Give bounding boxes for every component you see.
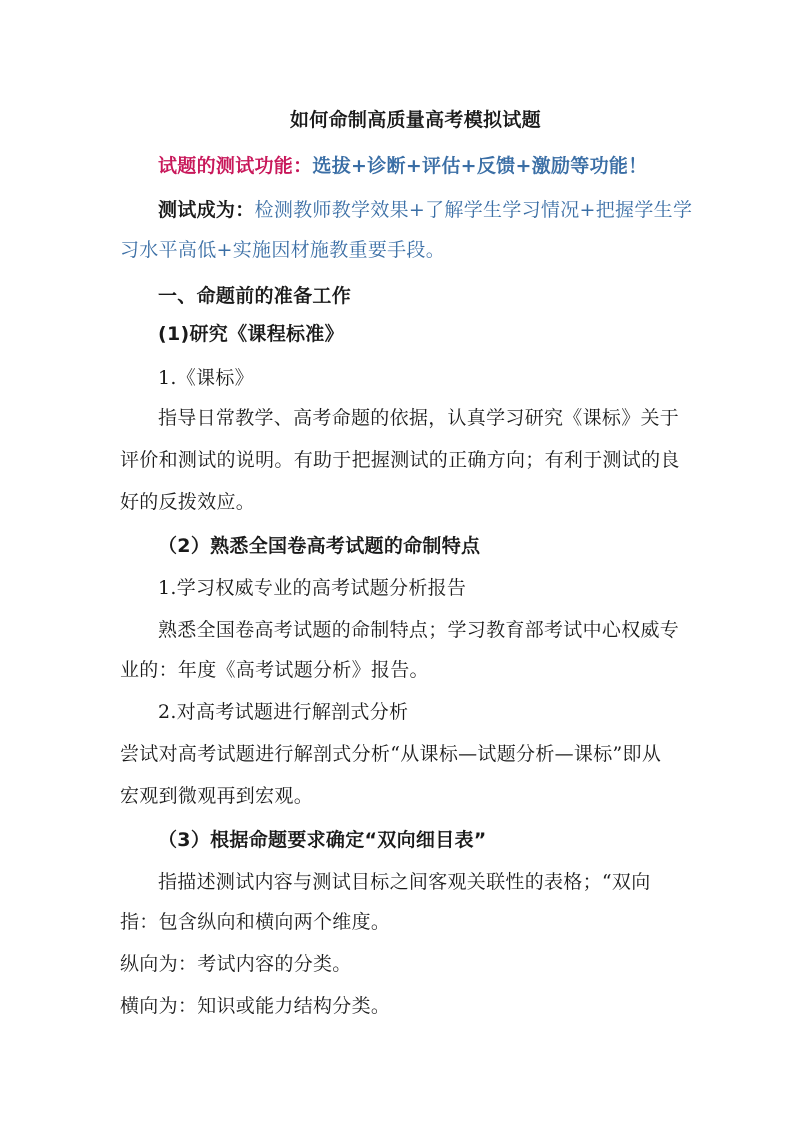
paragraph-2-line-2: 业的：年度《高考试题分析》报告。 (120, 659, 429, 681)
test-purpose-text-1: 检测教师教学效果+了解学生学习情况+把握学生学 (254, 199, 693, 221)
paragraph-3-line-2: 宏观到微观再到宏观。 (120, 785, 314, 807)
test-function-label: 试题的测试功能： (158, 155, 313, 177)
test-purpose-line-1 (158, 196, 692, 224)
test-purpose-line-2: 习水平高低+实施因材施教重要手段。 (120, 239, 446, 261)
test-purpose-label: 测试成为： (158, 199, 255, 221)
subsection-heading-3: （3）根据命题要求确定“双向细目表” (158, 829, 487, 851)
item-heading-1: 1.《课标》 (158, 367, 254, 389)
paragraph-1-line-3: 好的反拨效应。 (120, 491, 256, 513)
paragraph-2-line-1: 熟悉全国卷高考试题的命制特点；学习教育部考试中心权威专 (158, 619, 680, 641)
paragraph-3-line-1: 尝试对高考试题进行解剖式分析“从课标—试题分析—课标”即从 (120, 743, 662, 765)
item-heading-2: 1.学习权威专业的高考试题分析报告 (158, 577, 467, 599)
item-heading-3: 2.对高考试题进行解剖式分析 (158, 701, 409, 723)
paragraph-6: 横向为：知识或能力结构分类。 (120, 995, 391, 1017)
test-function-text: 选拔+诊断+评估+反馈+激励等功能！ (312, 155, 648, 177)
test-function-line (158, 152, 648, 180)
paragraph-4-line-1: 指描述测试内容与测试目标之间客观关联性的表格；“双向 (158, 871, 651, 893)
document-title: 如何命制高质量高考模拟试题 (290, 109, 541, 131)
subsection-heading-1: (1)研究《课程标准》 (158, 323, 344, 345)
section-heading-1: 一、命题前的准备工作 (158, 285, 352, 307)
subsection-heading-2: （2）熟悉全国卷高考试题的命制特点 (158, 535, 481, 557)
paragraph-1-line-2: 评价和测试的说明。有助于把握测试的正确方向；有利于测试的良 (120, 449, 680, 471)
paragraph-4-line-2: 指：包含纵向和横向两个维度。 (120, 911, 391, 933)
paragraph-1-line-1: 指导日常教学、高考命题的依据，认真学习研究《课标》关于 (158, 407, 680, 429)
paragraph-5: 纵向为：考试内容的分类。 (120, 953, 352, 975)
